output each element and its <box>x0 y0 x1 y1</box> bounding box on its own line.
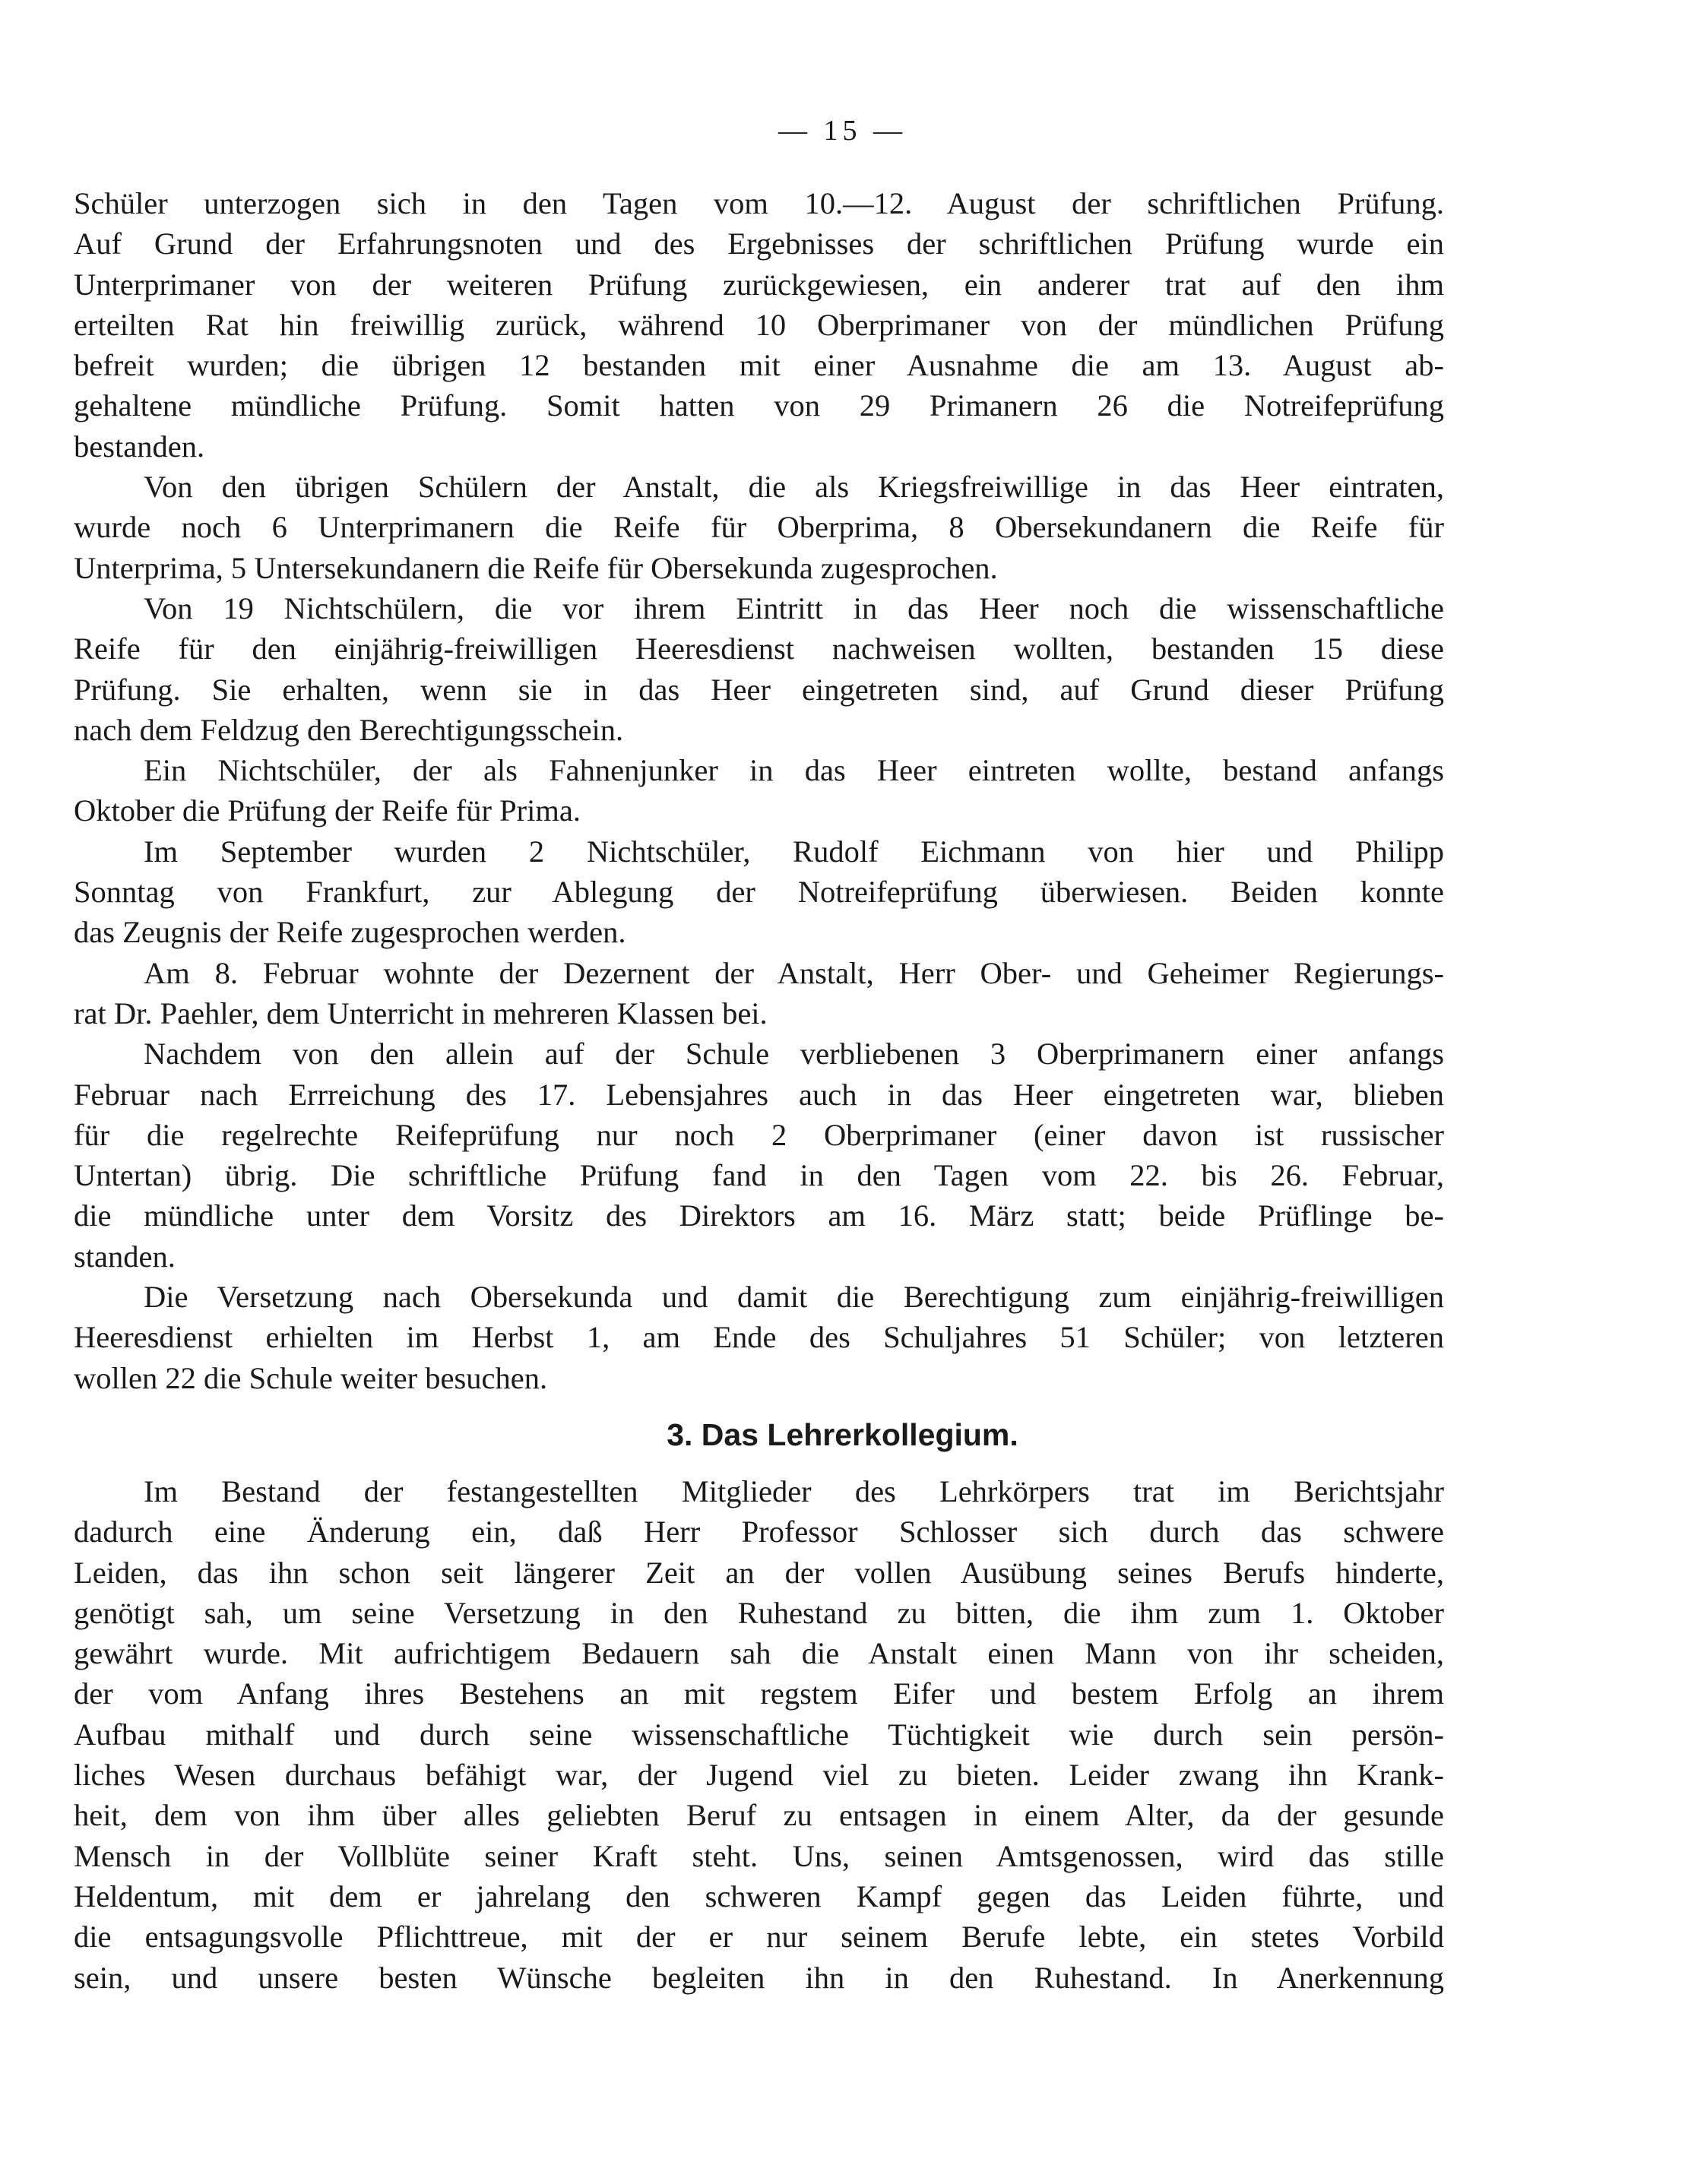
text-line: rat Dr. Paehler, dem Unterricht in mehreren Klassen bei. <box>74 995 768 1030</box>
text-line: Mensch in der Vollblüte seiner Kraft steht. Uns, seinen Amtsgenossen, wird das stille <box>74 1838 1444 1873</box>
text-line: gewährt wurde. Mit aufrichtigem Bedauern sah die Anstalt einen Mann von ihr scheiden, <box>74 1636 1444 1671</box>
text-line: Im Bestand der festangestellten Mitglieder des Lehrkörpers trat im Berichtsjahr <box>144 1474 1444 1508</box>
text-line: für die regelrechte Reifeprüfung nur noch 2 Oberprimaner (einer davon ist russischer <box>74 1117 1444 1152</box>
body-text-bottom <box>74 1471 1444 1998</box>
text-line: Aufbau mithalf und durch seine wissenschaftliche Tüchtigkeit wie durch sein persön- <box>74 1717 1444 1752</box>
text-line: Auf Grund der Erfahrungsnoten und des Ergebnisses der schriftlichen Prüfung wurde ein <box>74 226 1444 261</box>
text-line: Unterprima, 5 Untersekundanern die Reife für Obersekunda zugesprochen. <box>74 550 998 585</box>
text-line: Untertan) übrig. Die schriftliche Prüfung fand in den Tagen vom 22. bis 26. Februar, <box>74 1158 1444 1193</box>
text-line: Prüfung. Sie erhalten, wenn sie in das Heer eingetreten sind, auf Grund dieser Prüfung <box>74 672 1444 707</box>
text-line: Am 8. Februar wohnte der Dezernent der Anstalt, Herr Ober- und Geheimer Regierungs- <box>144 955 1444 990</box>
text-line: wollen 22 die Schule weiter besuchen. <box>74 1360 548 1395</box>
text-line: der vom Anfang ihres Bestehens an mit regstem Eifer und bestem Erfolg an ihrem <box>74 1676 1444 1711</box>
text-line: Oktober die Prüfung der Reife für Prima. <box>74 793 581 828</box>
text-line: heit, dem von ihm über alles geliebten Beruf zu entsagen in einem Alter, da der gesunde <box>74 1798 1444 1833</box>
page-number: — 15 — <box>778 115 907 147</box>
text-line: Sonntag von Frankfurt, zur Ablegung der Notreifeprüfung überwiesen. Beiden konnte <box>74 875 1444 910</box>
text-line: Heldentum, mit dem er jahrelang den schweren Kampf gegen das Leiden führte, und <box>74 1879 1444 1913</box>
text-line: Ein Nichtschüler, der als Fahnenjunker in das Heer eintreten wollte, bestand anfangs <box>144 753 1444 788</box>
text-line: genötigt sah, um seine Versetzung in den Ruhestand zu bitten, die ihm zum 1. Oktober <box>74 1595 1444 1630</box>
text-line: Reife für den einjährig-freiwilligen Heeresdienst nachweisen wollten, bestanden 15 diese <box>74 631 1444 666</box>
text-line: Schüler unterzogen sich in den Tagen vom 10.—12. August der schriftlichen Prüfung. <box>74 186 1444 220</box>
text-line: Heeresdienst erhielten im Herbst 1, am Ende des Schuljahres 51 Schüler; von letzteren <box>74 1320 1444 1355</box>
text-line: Leiden, das ihn schon seit längerer Zeit an der vollen Ausübung seines Berufs hinderte, <box>74 1555 1444 1590</box>
text-line: Februar nach Errreichung des 17. Lebensjahres auch in das Heer eingetreten war, blieben <box>74 1077 1444 1112</box>
text-line: liches Wesen durchaus befähigt war, der Jugend viel zu bieten. Leider zwang ihn Krank- <box>74 1758 1444 1793</box>
text-line: nach dem Feldzug den Berechtigungsschein. <box>74 712 624 747</box>
text-line: Von 19 Nichtschülern, die vor ihrem Eintritt in das Heer noch die wissenschaftliche <box>144 590 1444 625</box>
text-line: Von den übrigen Schülern der Anstalt, die als Kriegsfreiwillige in das Heer eintraten, <box>144 470 1444 505</box>
text-line: Nachdem von den allein auf der Schule verbliebenen 3 Oberprimanern einer anfangs <box>144 1037 1444 1071</box>
body-text-top <box>74 183 1444 1398</box>
text-line: gehaltene mündliche Prüfung. Somit hatten von 29 Primanern 26 die Notreifeprüfung <box>74 388 1444 423</box>
text-line: befreit wurden; die übrigen 12 bestanden mit einer Ausnahme die am 13. August ab- <box>74 348 1444 383</box>
text-line: dadurch eine Änderung ein, daß Herr Professor Schlosser sich durch das schwere <box>74 1515 1444 1549</box>
text-line: Die Versetzung nach Obersekunda und damit die Berechtigung zum einjährig-freiwilligen <box>144 1280 1444 1315</box>
text-line: die entsagungsvolle Pflichttreue, mit der er nur seinem Berufe lebte, ein stetes Vorbild <box>74 1920 1444 1955</box>
text-line: die mündliche unter dem Vorsitz des Direktors am 16. März statt; beide Prüflinge be- <box>74 1198 1444 1233</box>
text-line: erteilten Rat hin freiwillig zurück, während 10 Oberprimaner von der mündlichen Prüfung <box>74 307 1444 342</box>
text-line: das Zeugnis der Reife zugesprochen werden. <box>74 915 626 950</box>
text-line: standen. <box>74 1239 176 1274</box>
text-line: sein, und unsere besten Wünsche begleiten ihn in den Ruhestand. In Anerkennung <box>74 1960 1444 1995</box>
text-line: bestanden. <box>74 429 205 464</box>
text-line: wurde noch 6 Unterprimanern die Reife für Oberprima, 8 Obersekundanern die Reife für <box>74 510 1444 545</box>
text-line: Unterprimaner von der weiteren Prüfung zurückgewiesen, ein anderer trat auf den ihm <box>74 267 1444 302</box>
section-heading: 3. Das Lehrerkollegium. <box>667 1417 1018 1452</box>
text-line: Im September wurden 2 Nichtschüler, Rudolf Eichmann von hier und Philipp <box>144 834 1444 869</box>
